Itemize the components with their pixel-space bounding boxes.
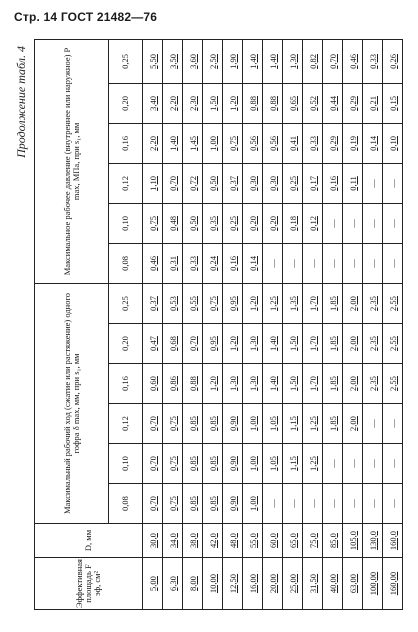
stroke-cell: 2,00 bbox=[343, 364, 363, 404]
diameter-cell: 38,0 bbox=[183, 524, 203, 558]
pressure-cell: 0,72 bbox=[183, 163, 203, 203]
stroke-cell: — bbox=[283, 484, 303, 524]
stroke-cell: — bbox=[343, 444, 363, 484]
stroke-cell: 2,55 bbox=[383, 324, 403, 364]
pressure-cell: 0,41 bbox=[283, 123, 303, 163]
pressure-cell: 0,25 bbox=[283, 163, 303, 203]
area-cell: 20,00 bbox=[263, 558, 283, 610]
stroke-cell: 2,00 bbox=[343, 404, 363, 444]
area-cell: 40,00 bbox=[323, 558, 343, 610]
stroke-cell: 0,90 bbox=[223, 444, 243, 484]
stroke-cell: 1,00 bbox=[243, 484, 263, 524]
diameter-cell: 65,0 bbox=[283, 524, 303, 558]
stroke-cell: 0,85 bbox=[203, 484, 223, 524]
pressure-cell: 0,30 bbox=[263, 163, 283, 203]
stroke-cell: — bbox=[323, 484, 343, 524]
pressure-cell: 0,16 bbox=[323, 163, 343, 203]
stroke-cell: 1,30 bbox=[223, 364, 243, 404]
stroke-cell: 0,95 bbox=[223, 283, 243, 323]
area-cell: 12,50 bbox=[223, 558, 243, 610]
pressure-cell: 0,65 bbox=[283, 83, 303, 123]
stroke-cell: 1,20 bbox=[203, 364, 223, 404]
stroke-cell: 1,50 bbox=[283, 364, 303, 404]
table-row bbox=[283, 39, 303, 609]
stroke-cell: 1,20 bbox=[223, 324, 243, 364]
stroke-cell: 2,00 bbox=[343, 283, 363, 323]
stroke-cell: 2,35 bbox=[363, 364, 383, 404]
pressure-thickness-header: 0,10 bbox=[109, 203, 143, 243]
pressure-cell: 0,30 bbox=[243, 163, 263, 203]
stroke-cell: 0,85 bbox=[203, 444, 223, 484]
pressure-cell: 3,60 bbox=[183, 39, 203, 83]
pressure-cell: — bbox=[263, 243, 283, 283]
diameter-cell: 130,0 bbox=[363, 524, 383, 558]
pressure-cell: 2,50 bbox=[203, 39, 223, 83]
stroke-cell: 1,40 bbox=[263, 324, 283, 364]
stroke-cell: 1,70 bbox=[303, 283, 323, 323]
stroke-cell: 1,25 bbox=[303, 444, 323, 484]
pressure-cell: — bbox=[363, 163, 383, 203]
stroke-cell: 2,55 bbox=[383, 364, 403, 404]
stroke-cell: 1,85 bbox=[323, 324, 343, 364]
pressure-cell: 0,75 bbox=[143, 203, 163, 243]
stroke-cell: 1,70 bbox=[303, 324, 323, 364]
stroke-cell: 0,37 bbox=[143, 283, 163, 323]
stroke-cell: — bbox=[363, 484, 383, 524]
pressure-cell: 0,82 bbox=[303, 39, 323, 83]
stroke-cell: — bbox=[363, 444, 383, 484]
stroke-cell: 1,00 bbox=[243, 404, 263, 444]
stroke-cell: 0,75 bbox=[163, 404, 183, 444]
pressure-cell: 0,26 bbox=[383, 39, 403, 83]
pressure-cell: 0,11 bbox=[343, 163, 363, 203]
pressure-cell: 2,20 bbox=[163, 83, 183, 123]
pressure-cell: 0,56 bbox=[263, 123, 283, 163]
stroke-cell: 1,25 bbox=[303, 404, 323, 444]
pressure-cell: — bbox=[383, 163, 403, 203]
table-row bbox=[303, 39, 323, 609]
pressure-cell: 5,50 bbox=[143, 39, 163, 83]
stroke-cell: 0,68 bbox=[163, 324, 183, 364]
stroke-cell: 1,05 bbox=[263, 444, 283, 484]
stroke-thickness-header: 0,08 bbox=[109, 484, 143, 524]
diameter-cell: 48,0 bbox=[223, 524, 243, 558]
diameter-cell: 105,0 bbox=[343, 524, 363, 558]
stroke-thickness-header: 0,25 bbox=[109, 283, 143, 323]
table-body bbox=[143, 39, 403, 609]
stroke-cell: 1,85 bbox=[323, 283, 343, 323]
pressure-cell: 0,75 bbox=[223, 123, 243, 163]
diameter-cell: 85,0 bbox=[323, 524, 343, 558]
pressure-column-header: Максимальное рабочее давление (внутреннее или наружное) P max, МПа, при s₁, мм bbox=[35, 39, 109, 283]
pressure-cell: 1,40 bbox=[263, 39, 283, 83]
stroke-cell: 1,15 bbox=[283, 404, 303, 444]
pressure-cell: 1,10 bbox=[143, 163, 163, 203]
pressure-cell: 0,46 bbox=[343, 39, 363, 83]
stroke-cell: 0,55 bbox=[183, 283, 203, 323]
table-row bbox=[263, 39, 283, 609]
stroke-cell: 1,15 bbox=[283, 444, 303, 484]
stroke-cell: 1,00 bbox=[243, 444, 263, 484]
diameter-cell: 55,0 bbox=[243, 524, 263, 558]
stroke-cell: 2,35 bbox=[363, 283, 383, 323]
pressure-cell: 0,33 bbox=[183, 243, 203, 283]
area-cell: 160,00 bbox=[383, 558, 403, 610]
pressure-cell: 0,56 bbox=[243, 123, 263, 163]
stroke-cell: 1,25 bbox=[263, 283, 283, 323]
bellows-table bbox=[34, 39, 403, 610]
pressure-cell: 3,50 bbox=[163, 39, 183, 83]
pressure-cell: 1,40 bbox=[243, 39, 263, 83]
table-row bbox=[203, 39, 223, 609]
stroke-column-header: Максимальный рабочий ход (сжатие или растяжение) одного гофра δ max, мм, при s₁, мм bbox=[35, 283, 109, 523]
stroke-thickness-header: 0,16 bbox=[109, 364, 143, 404]
stroke-cell: 1,85 bbox=[323, 364, 343, 404]
diameter-cell: 42,0 bbox=[203, 524, 223, 558]
pressure-cell: — bbox=[383, 243, 403, 283]
table-row bbox=[243, 39, 263, 609]
stroke-cell: — bbox=[383, 404, 403, 444]
stroke-thickness-header: 0,20 bbox=[109, 324, 143, 364]
page-header: Стр. 14 ГОСТ 21482—76 bbox=[14, 10, 158, 24]
stroke-cell: 0,75 bbox=[163, 484, 183, 524]
pressure-cell: 0,50 bbox=[203, 163, 223, 203]
pressure-cell: 1,50 bbox=[203, 83, 223, 123]
stroke-cell: 0,85 bbox=[203, 404, 223, 444]
pressure-cell: 0,48 bbox=[163, 203, 183, 243]
pressure-cell: 0,14 bbox=[243, 243, 263, 283]
area-cell: 6,30 bbox=[163, 558, 183, 610]
stroke-cell: — bbox=[303, 484, 323, 524]
stroke-cell: 0,75 bbox=[163, 444, 183, 484]
pressure-cell: 2,20 bbox=[143, 123, 163, 163]
area-column-header: Эффективная площадь F эф, см² bbox=[35, 558, 143, 610]
pressure-cell: 0,31 bbox=[163, 243, 183, 283]
pressure-cell: 0,70 bbox=[163, 163, 183, 203]
pressure-thickness-header: 0,16 bbox=[109, 123, 143, 163]
pressure-cell: 0,29 bbox=[323, 123, 343, 163]
diameter-cell: 75,0 bbox=[303, 524, 323, 558]
stroke-cell: 0,88 bbox=[183, 364, 203, 404]
area-cell: 10,00 bbox=[203, 558, 223, 610]
pressure-cell: 0,16 bbox=[223, 243, 243, 283]
pressure-cell: 0,33 bbox=[363, 39, 383, 83]
pressure-cell: 0,12 bbox=[303, 203, 323, 243]
pressure-cell: 0,29 bbox=[343, 83, 363, 123]
pressure-cell: 3,40 bbox=[143, 83, 163, 123]
stroke-cell: 0,85 bbox=[183, 444, 203, 484]
pressure-cell: 0,20 bbox=[243, 203, 263, 243]
pressure-cell: 0,70 bbox=[323, 39, 343, 83]
area-cell: 5,00 bbox=[143, 558, 163, 610]
stroke-cell: 0,95 bbox=[203, 324, 223, 364]
pressure-cell: 1,45 bbox=[183, 123, 203, 163]
table-row bbox=[143, 39, 163, 609]
diameter-cell: 60,0 bbox=[263, 524, 283, 558]
pressure-cell: 0,18 bbox=[283, 203, 303, 243]
table-continuation-label: Продолжение табл. 4 bbox=[14, 46, 28, 158]
diameter-cell: 34,0 bbox=[163, 524, 183, 558]
stroke-cell: — bbox=[383, 484, 403, 524]
pressure-cell: — bbox=[323, 203, 343, 243]
pressure-cell: 1,30 bbox=[283, 39, 303, 83]
stroke-thickness-header: 0,12 bbox=[109, 404, 143, 444]
pressure-cell: 0,15 bbox=[383, 83, 403, 123]
table-row bbox=[183, 39, 203, 609]
stroke-cell: 0,70 bbox=[143, 404, 163, 444]
table-row bbox=[223, 39, 243, 609]
stroke-cell: 2,55 bbox=[383, 283, 403, 323]
pressure-cell: 0,19 bbox=[343, 123, 363, 163]
pressure-cell: 0,24 bbox=[203, 243, 223, 283]
area-cell: 31,50 bbox=[303, 558, 323, 610]
pressure-cell: — bbox=[323, 243, 343, 283]
pressure-cell: 0,33 bbox=[303, 123, 323, 163]
pressure-cell: 0,88 bbox=[243, 83, 263, 123]
pressure-cell: — bbox=[343, 243, 363, 283]
table-row bbox=[363, 39, 383, 609]
area-cell: 16,00 bbox=[243, 558, 263, 610]
pressure-cell: 0,25 bbox=[223, 203, 243, 243]
table-row bbox=[343, 39, 363, 609]
pressure-cell: — bbox=[283, 243, 303, 283]
pressure-cell: 1,40 bbox=[163, 123, 183, 163]
pressure-cell: 0,46 bbox=[143, 243, 163, 283]
stroke-cell: 0,47 bbox=[143, 324, 163, 364]
stroke-cell: 0,85 bbox=[183, 404, 203, 444]
pressure-cell: 0,52 bbox=[303, 83, 323, 123]
stroke-cell: 0,70 bbox=[143, 444, 163, 484]
pressure-cell: 2,30 bbox=[183, 83, 203, 123]
stroke-cell: 1,35 bbox=[283, 283, 303, 323]
table-row bbox=[163, 39, 183, 609]
stroke-cell: 0,75 bbox=[203, 283, 223, 323]
stroke-cell: — bbox=[263, 484, 283, 524]
pressure-cell: 1,90 bbox=[223, 39, 243, 83]
pressure-thickness-header: 0,12 bbox=[109, 163, 143, 203]
stroke-cell: — bbox=[363, 404, 383, 444]
stroke-cell: 0,53 bbox=[163, 283, 183, 323]
pressure-thickness-header: 0,08 bbox=[109, 243, 143, 283]
stroke-cell: 0,90 bbox=[223, 404, 243, 444]
pressure-cell: — bbox=[383, 203, 403, 243]
pressure-cell: 1,00 bbox=[203, 123, 223, 163]
stroke-cell: 1,05 bbox=[263, 404, 283, 444]
pressure-cell: 0,50 bbox=[183, 203, 203, 243]
rotated-table-region bbox=[14, 40, 398, 610]
pressure-cell: 0,21 bbox=[363, 83, 383, 123]
diameter-column-header: D, мм bbox=[35, 524, 143, 558]
pressure-cell: 0,37 bbox=[223, 163, 243, 203]
pressure-cell: 0,20 bbox=[263, 203, 283, 243]
stroke-cell: 1,30 bbox=[243, 324, 263, 364]
stroke-cell: — bbox=[323, 444, 343, 484]
stroke-cell: — bbox=[383, 444, 403, 484]
pressure-cell: 0,10 bbox=[383, 123, 403, 163]
pressure-cell: — bbox=[303, 243, 323, 283]
table-row bbox=[383, 39, 403, 609]
stroke-cell: 1,70 bbox=[303, 364, 323, 404]
pressure-thickness-header: 0,20 bbox=[109, 83, 143, 123]
table-row bbox=[323, 39, 343, 609]
pressure-cell: — bbox=[363, 203, 383, 243]
area-cell: 100,00 bbox=[363, 558, 383, 610]
stroke-cell: 1,40 bbox=[263, 364, 283, 404]
area-cell: 63,00 bbox=[343, 558, 363, 610]
diameter-cell: 160,0 bbox=[383, 524, 403, 558]
stroke-cell: 0,86 bbox=[163, 364, 183, 404]
stroke-cell: 0,70 bbox=[183, 324, 203, 364]
stroke-cell: 2,00 bbox=[343, 324, 363, 364]
pressure-cell: — bbox=[343, 203, 363, 243]
pressure-cell: 0,44 bbox=[323, 83, 343, 123]
stroke-cell: 1,30 bbox=[243, 364, 263, 404]
pressure-cell: — bbox=[363, 243, 383, 283]
pressure-cell: 1,20 bbox=[223, 83, 243, 123]
stroke-cell: 0,70 bbox=[143, 484, 163, 524]
pressure-thickness-header: 0,25 bbox=[109, 39, 143, 83]
stroke-cell: 0,90 bbox=[223, 484, 243, 524]
stroke-cell: 2,35 bbox=[363, 324, 383, 364]
stroke-cell: 1,85 bbox=[323, 404, 343, 444]
diameter-cell: 30,0 bbox=[143, 524, 163, 558]
pressure-cell: 0,88 bbox=[263, 83, 283, 123]
stroke-cell: 0,60 bbox=[143, 364, 163, 404]
stroke-thickness-header: 0,10 bbox=[109, 444, 143, 484]
stroke-cell: 0,85 bbox=[183, 484, 203, 524]
pressure-cell: 0,17 bbox=[303, 163, 323, 203]
stroke-cell: 1,20 bbox=[243, 283, 263, 323]
pressure-cell: 0,14 bbox=[363, 123, 383, 163]
stroke-cell: 1,50 bbox=[283, 324, 303, 364]
pressure-cell: 0,35 bbox=[203, 203, 223, 243]
stroke-cell: — bbox=[343, 484, 363, 524]
area-cell: 8,00 bbox=[183, 558, 203, 610]
area-cell: 25,00 bbox=[283, 558, 303, 610]
